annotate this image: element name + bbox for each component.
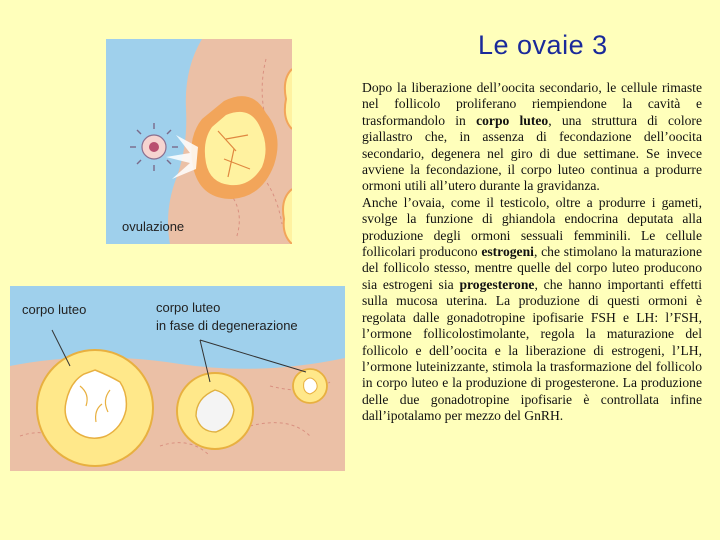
- degenerating-label-line2: in fase di degenerazione: [156, 318, 298, 333]
- p2-text-e: , che hanno importanti effetti sulla mucosa uterina. La produzione di questi ormoni è regolata dalle gonadotropine ipofisarie FSH e LH: l’FSH, l’ormone follicolostimolante, regola la maturazione del follicolo e dell’oocita e la liberazione di estrogeni, l’LH, l’ormone luteinizzante, stimola la trasformazione del follicolo in corpo luteo e la produzione di progesterone. La produzione delle due gonadotropine ipofisarie è controllata infine dall’ipotalamo per mezzo del GnRH.: [362, 276, 702, 424]
- ovulation-label: ovulazione: [122, 219, 185, 234]
- corpus-luteum-illustration: [10, 286, 345, 471]
- p1-text-a: Dopo la liberazione dell’oocita secondario, le cellule rimaste nel follicolo proliferano riempiendone la cavità e trasformandolo in: [362, 80, 702, 128]
- body-text: [362, 80, 702, 425]
- term-progesterone: progesterone: [459, 276, 535, 292]
- slide-title: Le ovaie 3: [478, 30, 608, 60]
- term-corpo-luteo: corpo luteo: [476, 112, 549, 128]
- paragraph-1: [362, 80, 702, 193]
- ovulation-illustration: [106, 39, 292, 244]
- degenerating-label-line1: corpo luteo: [156, 300, 221, 315]
- corpus-luteum-label: corpo luteo: [22, 302, 87, 317]
- p1-text-c: , una struttura di colore giallastro che, in assenza di fecondazione dell’oocita secondario, degenera nel giro di due settimane. Se invece avviene la fecondazione, il corpo luteo continua a produrre ormoni utili all’utero durante la gravidanza.: [362, 112, 702, 194]
- term-estrogeni: estrogeni: [481, 244, 534, 260]
- p2-text-c: , che stimolano la maturazione del follicolo stesso, mentre quelle del corpo luteo producono sia estrogeni sia: [362, 244, 702, 292]
- paragraph-2: [362, 195, 702, 423]
- p2-text-a: Anche l’ovaia, come il testicolo, oltre a produrre i gameti, svolge la funzione di ghiandola endocrina deputata alla produzione degli ormoni sessuali femminili. Le cellule follicolari producono: [362, 194, 702, 260]
